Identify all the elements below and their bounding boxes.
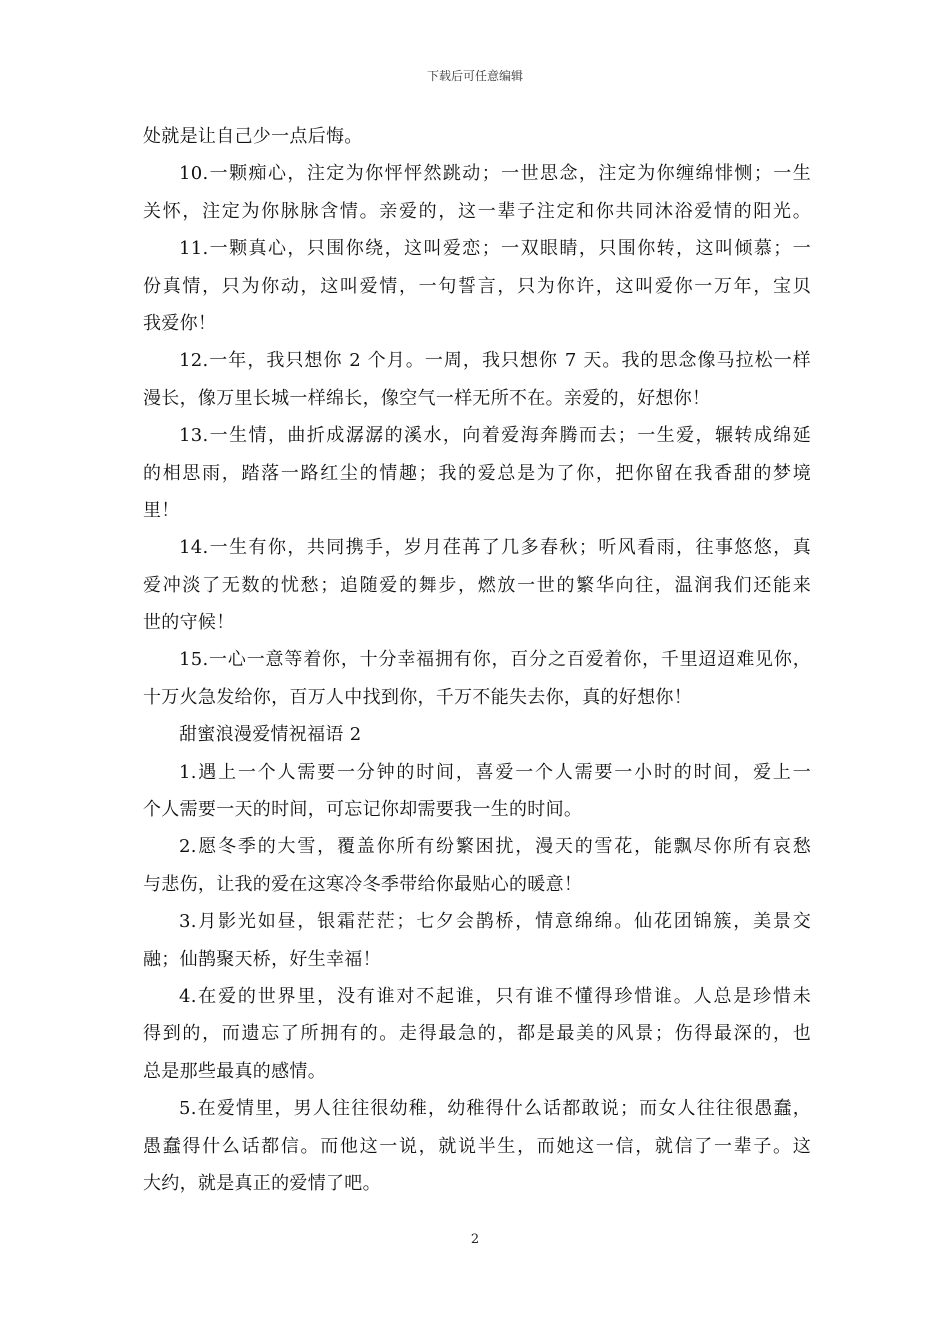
text-line: 与悲伤，让我的爱在这寒冷冬季带给你最贴心的暖意！ [143, 873, 583, 895]
text-line: 得到的，而遗忘了所拥有的。走得最急的，都是最美的风景；伤得最深的，也 [143, 1023, 811, 1045]
text-line: 世的守候！ [143, 612, 235, 634]
text-line: 1.遇上一个人需要一分钟的时间，喜爱一个人需要一小时的时间，爱上一 [179, 761, 811, 783]
text-line: 大约，就是真正的爱情了吧。 [143, 1172, 381, 1194]
text-line: 处就是让自己少一点后悔。 [143, 126, 363, 147]
text-line: 愚蠢得什么话都信。而他这一说，就说半生，而她这一信，就信了一辈子。这 [143, 1135, 811, 1157]
text-line: 15.一心一意等着你，十分幸福拥有你，百分之百爱着你，千里迢迢难见你， [179, 649, 811, 671]
text-line: 漫长，像万里长城一样绵长，像空气一样无所不在。亲爱的，好想你！ [143, 387, 711, 409]
text-line: 融；仙鹊聚天桥，好生幸福！ [143, 948, 381, 970]
text-line: 11.一颗真心，只围你绕，这叫爱恋；一双眼睛，只围你转，这叫倾慕；一 [179, 238, 811, 260]
text-line: 5.在爱情里，男人往往很幼稚，幼稚得什么话都敢说；而女人往往很愚蠢， [179, 1098, 811, 1120]
text-line: 10.一颗痴心，注定为你怦怦然跳动；一世思念，注定为你缠绵悱恻；一生 [179, 163, 811, 185]
page-header: 下载后可任意编辑 [426, 69, 523, 83]
text-line: 关怀，注定为你脉脉含情。亲爱的，这一辈子注定和你共同沐浴爱情的阳光。 [143, 200, 811, 222]
text-line: 爱冲淡了无数的忧愁；追随爱的舞步，燃放一世的繁华向往，温润我们还能来 [143, 574, 811, 596]
text-line: 十万火急发给你，百万人中找到你，千万不能失去你，真的好想你！ [143, 686, 692, 708]
text-line: 的相思雨，踏落一路红尘的情趣；我的爱总是为了你，把你留在我香甜的梦境 [143, 462, 811, 484]
text-line: 份真情，只为你动，这叫爱情，一句誓言，只为你许，这叫爱你一万年，宝贝 [143, 275, 811, 297]
text-line: 13.一生情，曲折成潺潺的溪水，向着爱海奔腾而去；一生爱，辗转成绵延 [179, 425, 811, 447]
text-line: 甜蜜浪漫爱情祝福语 2 [179, 724, 362, 746]
text-line: 我爱你！ [143, 312, 217, 334]
text-line: 里！ [143, 499, 180, 521]
text-line: 4.在爱的世界里，没有谁对不起谁，只有谁不懂得珍惜谁。人总是珍惜未 [179, 985, 811, 1007]
text-line: 14.一生有你，共同携手，岁月荏苒了几多春秋；听风看雨，往事悠悠，真 [179, 537, 811, 559]
text-line: 12.一年，我只想你 2 个月。一周，我只想你 7 天。我的思念像马拉松一样 [179, 350, 811, 372]
document-body [143, 118, 811, 1202]
text-line: 总是那些最真的感情。 [143, 1060, 326, 1082]
page-number: 2 [470, 1232, 480, 1247]
text-line: 3.月影光如昼，银霜茫茫；七夕会鹊桥，情意绵绵。仙花团锦簇，美景交 [179, 911, 811, 933]
text-line: 2.愿冬季的大雪，覆盖你所有纷繁困扰，漫天的雪花，能飘尽你所有哀愁 [179, 836, 811, 858]
text-line: 个人需要一天的时间，可忘记你却需要我一生的时间。 [143, 799, 583, 821]
